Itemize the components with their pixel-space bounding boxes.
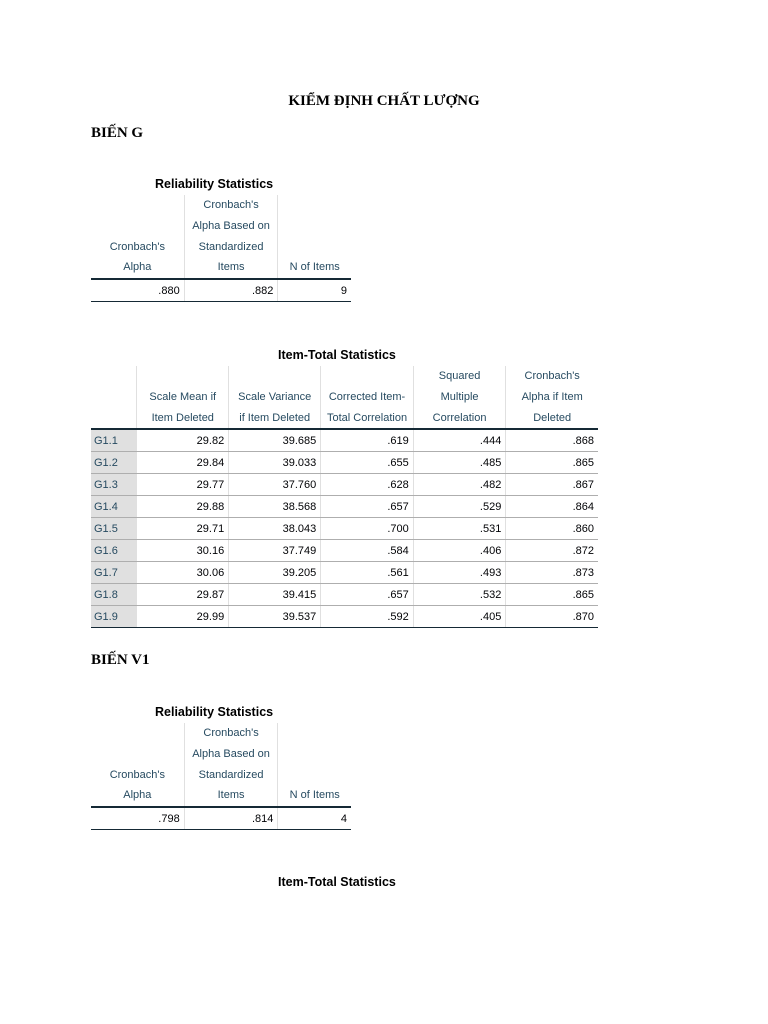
cell-squared-multiple: .405 xyxy=(413,606,506,628)
header-line: Total Correlation xyxy=(326,411,408,424)
header-squared-multiple xyxy=(413,366,506,429)
header-alpha-if-deleted xyxy=(506,366,598,429)
cell-corrected-correlation: .592 xyxy=(321,606,414,628)
cell-scale-mean: 29.88 xyxy=(137,496,229,518)
header-cronbach-alpha xyxy=(91,723,184,807)
header-alpha-standardized xyxy=(184,723,278,807)
row-label: G1.4 xyxy=(91,496,137,518)
header-line: Alpha if Item xyxy=(521,390,583,403)
cell-n-items: 4 xyxy=(278,807,351,830)
header-line: Alpha Based on xyxy=(192,219,270,232)
cell-alpha-if-deleted: .873 xyxy=(506,562,598,584)
row-label: G1.3 xyxy=(91,474,137,496)
cell-scale-mean: 30.06 xyxy=(137,562,229,584)
reliability-table-v1 xyxy=(91,723,351,830)
cell-squared-multiple: .532 xyxy=(413,584,506,606)
header-line: Alpha xyxy=(123,261,152,274)
table-row xyxy=(91,496,598,518)
header-line: N of Items xyxy=(289,789,340,802)
item-total-title-g: Item-Total Statistics xyxy=(278,348,396,362)
table-row xyxy=(91,540,598,562)
cell-n-items: 9 xyxy=(278,279,351,302)
header-line: Cronbach's xyxy=(203,727,259,739)
cell-alpha-if-deleted: .864 xyxy=(506,496,598,518)
item-total-rows-g xyxy=(91,429,598,628)
cell-corrected-correlation: .619 xyxy=(321,429,414,452)
header-line: Items xyxy=(217,261,245,274)
cell-scale-variance: 38.043 xyxy=(229,518,321,540)
cell-alpha-if-deleted: .865 xyxy=(506,584,598,606)
cell-scale-variance: 37.749 xyxy=(229,540,321,562)
row-label: G1.7 xyxy=(91,562,137,584)
cell-corrected-correlation: .700 xyxy=(321,518,414,540)
cell-scale-mean: 30.16 xyxy=(137,540,229,562)
header-scale-mean xyxy=(137,366,229,429)
cell-alpha-standardized: .882 xyxy=(184,279,278,302)
row-label: G1.6 xyxy=(91,540,137,562)
section-heading-g: BIẾN G xyxy=(91,125,144,141)
header-line: if Item Deleted xyxy=(239,411,311,424)
header-line: Standardized xyxy=(198,768,264,781)
header-n-items xyxy=(278,723,351,807)
cell-squared-multiple: .531 xyxy=(413,518,506,540)
table-row xyxy=(91,429,598,452)
header-line: Item Deleted xyxy=(151,411,214,424)
header-line: Scale Mean if xyxy=(149,390,217,403)
cell-alpha-if-deleted: .872 xyxy=(506,540,598,562)
table-row xyxy=(91,279,351,302)
cell-alpha-if-deleted: .867 xyxy=(506,474,598,496)
cell-alpha-if-deleted: .870 xyxy=(506,606,598,628)
cell-squared-multiple: .493 xyxy=(413,562,506,584)
header-line: Corrected Item- xyxy=(328,390,406,403)
table-row xyxy=(91,807,351,830)
cell-corrected-correlation: .655 xyxy=(321,452,414,474)
cell-scale-variance: 38.568 xyxy=(229,496,321,518)
reliability-title-v1: Reliability Statistics xyxy=(155,705,274,719)
cell-alpha-if-deleted: .865 xyxy=(506,452,598,474)
header-line: N of Items xyxy=(289,261,340,274)
cell-alpha-standardized: .814 xyxy=(184,807,278,830)
row-label: G1.1 xyxy=(91,429,137,452)
header-n-items xyxy=(278,195,351,279)
header-line: Alpha xyxy=(123,789,152,802)
reliability-table-g xyxy=(91,195,351,302)
header-line: Cronbach's xyxy=(109,240,165,253)
cell-squared-multiple: .444 xyxy=(413,429,506,452)
row-label: G1.8 xyxy=(91,584,137,606)
reliability-title-g: Reliability Statistics xyxy=(155,177,274,191)
table-row xyxy=(91,584,598,606)
cell-scale-variance: 39.537 xyxy=(229,606,321,628)
table-row xyxy=(91,452,598,474)
cell-corrected-correlation: .657 xyxy=(321,496,414,518)
table-row xyxy=(91,562,598,584)
cell-corrected-correlation: .657 xyxy=(321,584,414,606)
cell-squared-multiple: .529 xyxy=(413,496,506,518)
row-label: G1.9 xyxy=(91,606,137,628)
header-line: Cronbach's xyxy=(109,768,165,781)
cell-scale-variance: 39.415 xyxy=(229,584,321,606)
cell-squared-multiple: .485 xyxy=(413,452,506,474)
header-line: Alpha Based on xyxy=(192,747,270,760)
header-line: Scale Variance xyxy=(238,390,312,403)
header-corrected-item-total xyxy=(321,366,414,429)
table-row xyxy=(91,518,598,540)
header-line: Items xyxy=(217,789,245,802)
header-line: Multiple xyxy=(440,390,479,403)
cell-scale-mean: 29.84 xyxy=(137,452,229,474)
header-alpha-standardized xyxy=(184,195,278,279)
item-total-table-g xyxy=(91,366,598,628)
cell-alpha: .880 xyxy=(91,279,184,302)
header-scale-variance xyxy=(229,366,321,429)
cell-scale-mean: 29.71 xyxy=(137,518,229,540)
cell-scale-variance: 37.760 xyxy=(229,474,321,496)
header-line: Correlation xyxy=(432,411,487,424)
cell-scale-mean: 29.82 xyxy=(137,429,229,452)
row-label: G1.2 xyxy=(91,452,137,474)
cell-corrected-correlation: .628 xyxy=(321,474,414,496)
cell-scale-mean: 29.87 xyxy=(137,584,229,606)
cell-alpha-if-deleted: .860 xyxy=(506,518,598,540)
cell-alpha: .798 xyxy=(91,807,184,830)
cell-squared-multiple: .406 xyxy=(413,540,506,562)
cell-scale-variance: 39.033 xyxy=(229,452,321,474)
table-row xyxy=(91,474,598,496)
header-item xyxy=(91,366,137,429)
cell-alpha-if-deleted: .868 xyxy=(506,429,598,452)
document-title: KIỂM ĐỊNH CHẤT LƯỢNG xyxy=(288,93,480,109)
header-line: Standardized xyxy=(198,240,264,253)
header-line: Deleted xyxy=(533,411,572,424)
row-label: G1.5 xyxy=(91,518,137,540)
table-row xyxy=(91,606,598,628)
section-heading-v1: BIẾN V1 xyxy=(91,652,150,668)
cell-scale-mean: 29.99 xyxy=(137,606,229,628)
header-line: Cronbach's xyxy=(524,370,580,382)
cell-corrected-correlation: .561 xyxy=(321,562,414,584)
cell-scale-mean: 29.77 xyxy=(137,474,229,496)
header-line: Cronbach's xyxy=(203,199,259,211)
cell-squared-multiple: .482 xyxy=(413,474,506,496)
cell-scale-variance: 39.205 xyxy=(229,562,321,584)
header-cronbach-alpha xyxy=(91,195,184,279)
header-line: Squared xyxy=(438,370,481,382)
item-total-title-v1: Item-Total Statistics xyxy=(278,875,396,889)
cell-scale-variance: 39.685 xyxy=(229,429,321,452)
cell-corrected-correlation: .584 xyxy=(321,540,414,562)
